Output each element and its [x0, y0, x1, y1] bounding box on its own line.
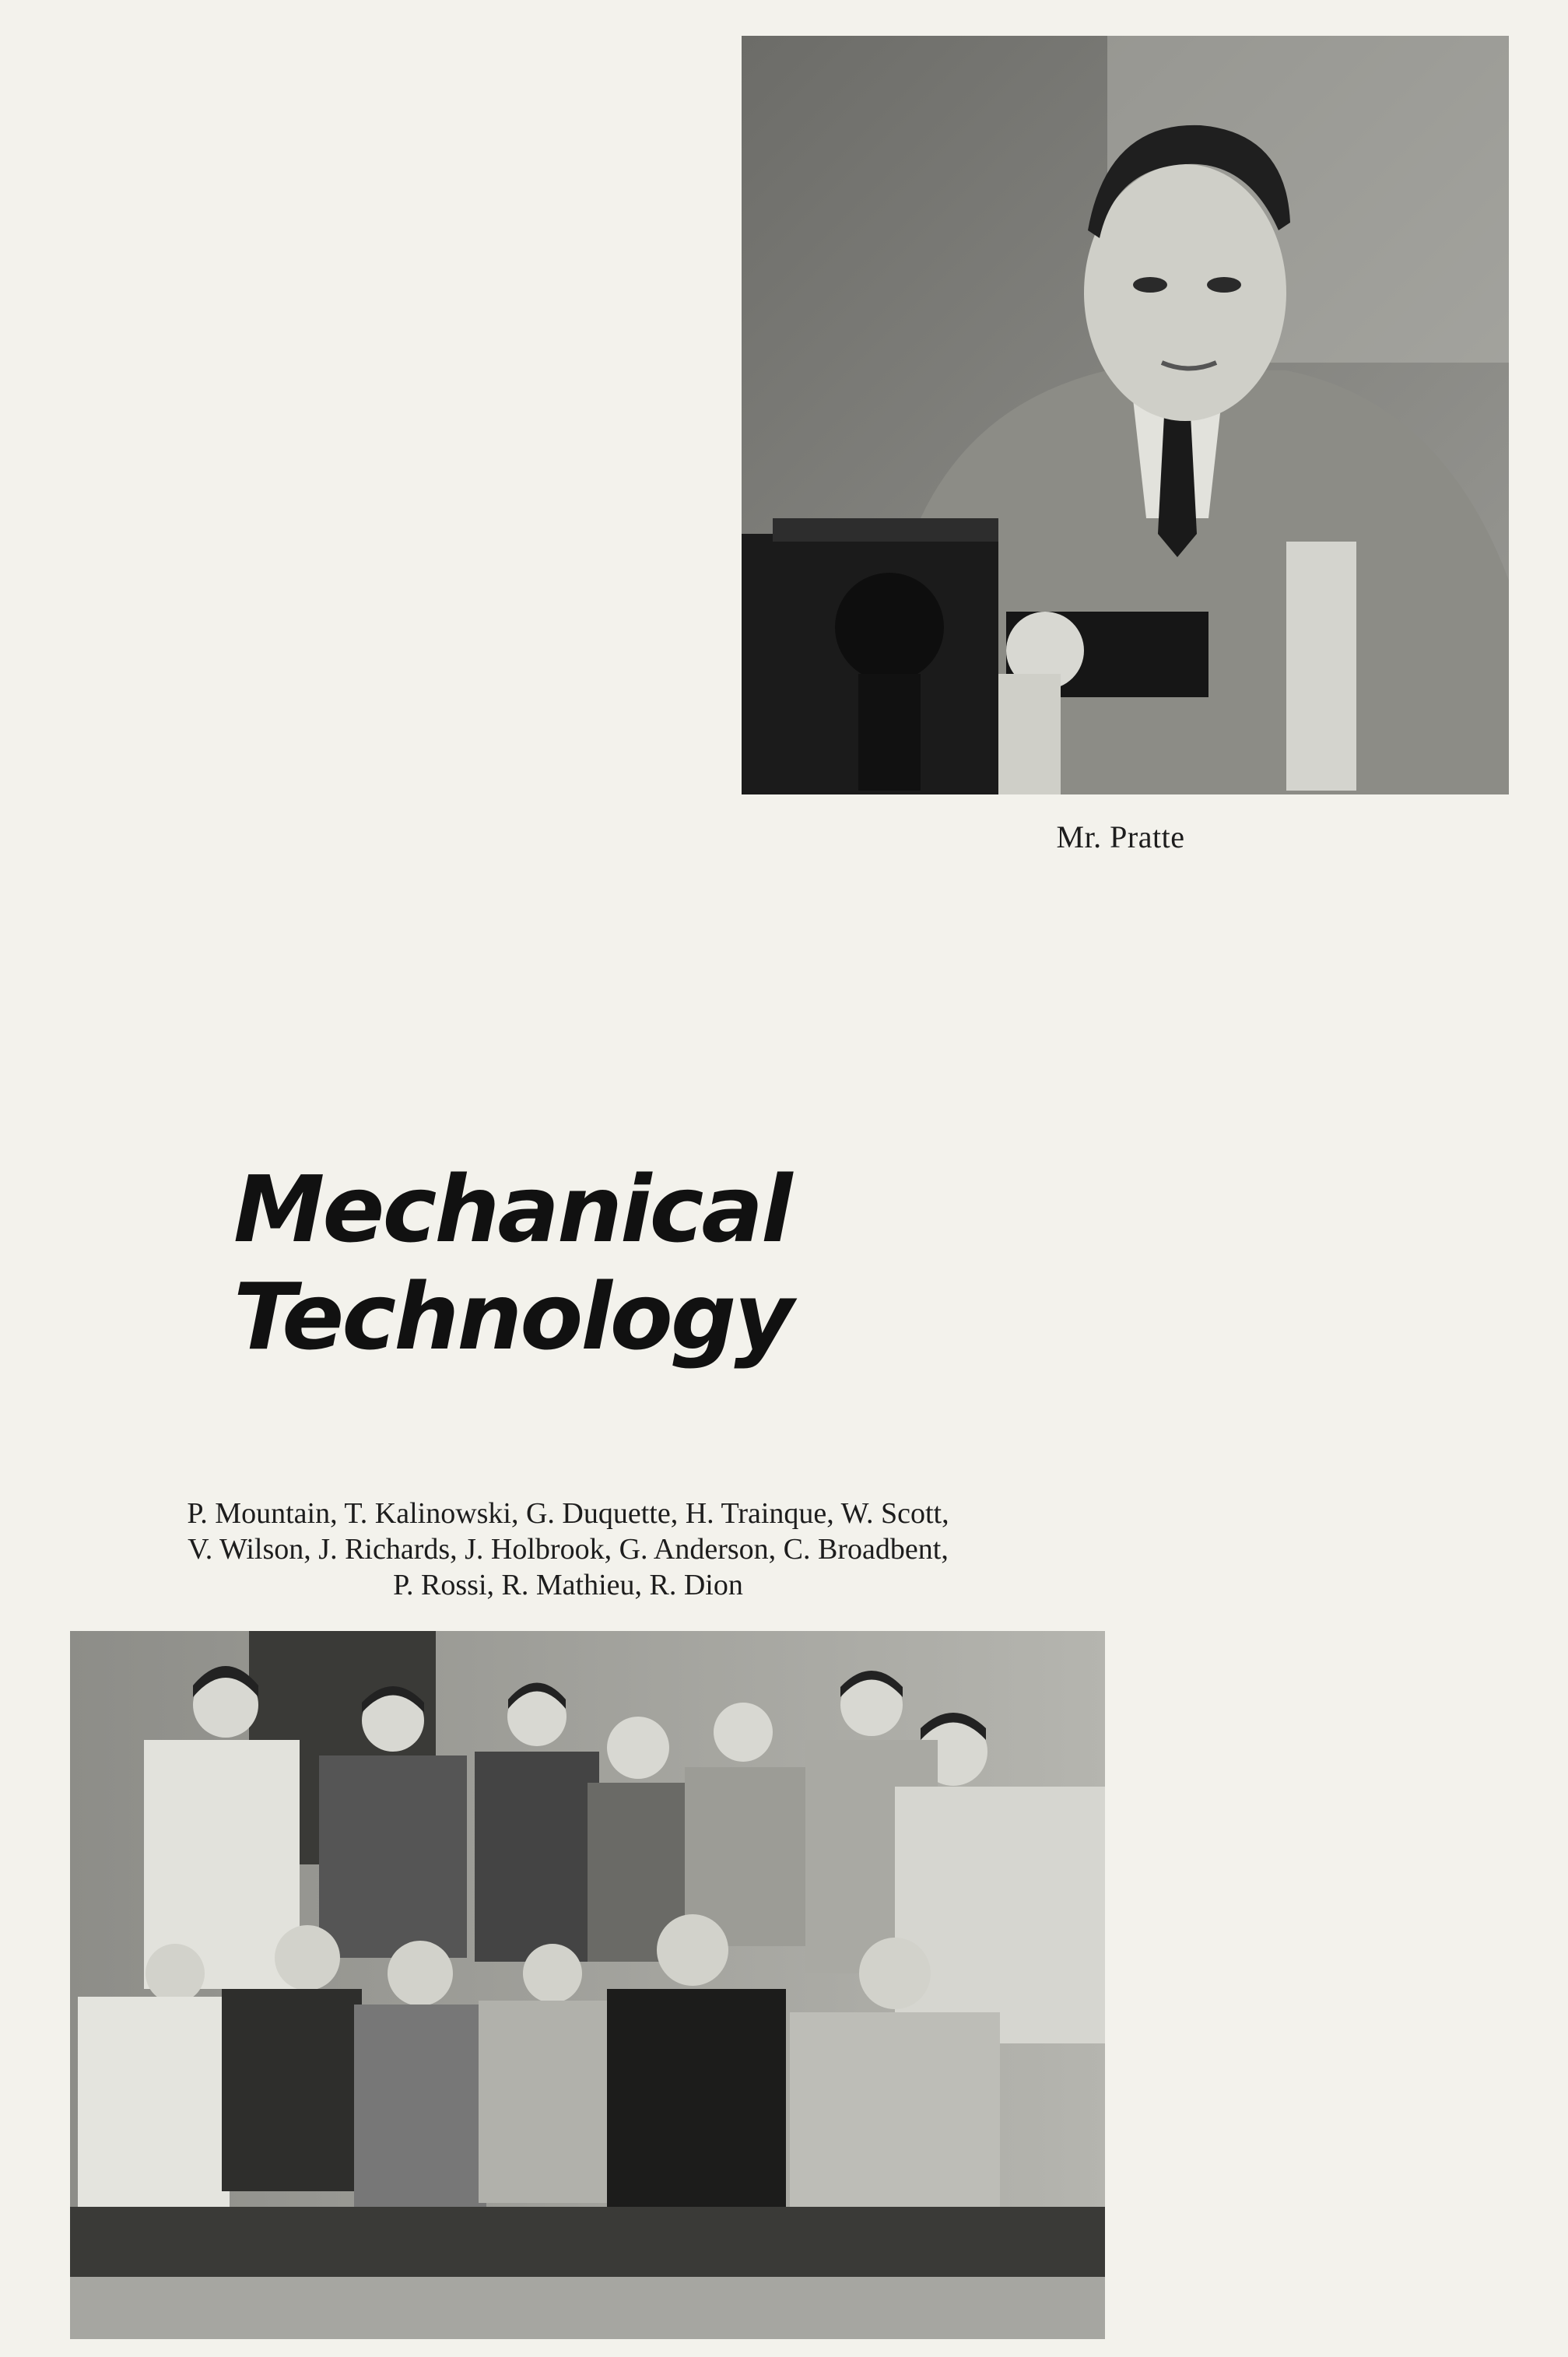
portrait-caption: Mr. Pratte: [1056, 819, 1185, 854]
group-caption-line: P. Mountain, T. Kalinowski, G. Duquette, H. Trainque, W. Scott,: [187, 1497, 949, 1530]
group-caption-line: P. Rossi, R. Mathieu, R. Dion: [393, 1569, 743, 1601]
class-group-photo: [70, 1631, 1105, 2339]
instructor-portrait-photo: [742, 36, 1509, 794]
group-caption-line: V. Wilson, J. Richards, J. Holbrook, G. Anderson, C. Broadbent,: [188, 1533, 949, 1566]
group-caption: [78, 1496, 1058, 1603]
group-image: [70, 1631, 1105, 2339]
portrait-image: [742, 36, 1509, 794]
page-title: Mechanical Technology: [233, 1156, 792, 1370]
